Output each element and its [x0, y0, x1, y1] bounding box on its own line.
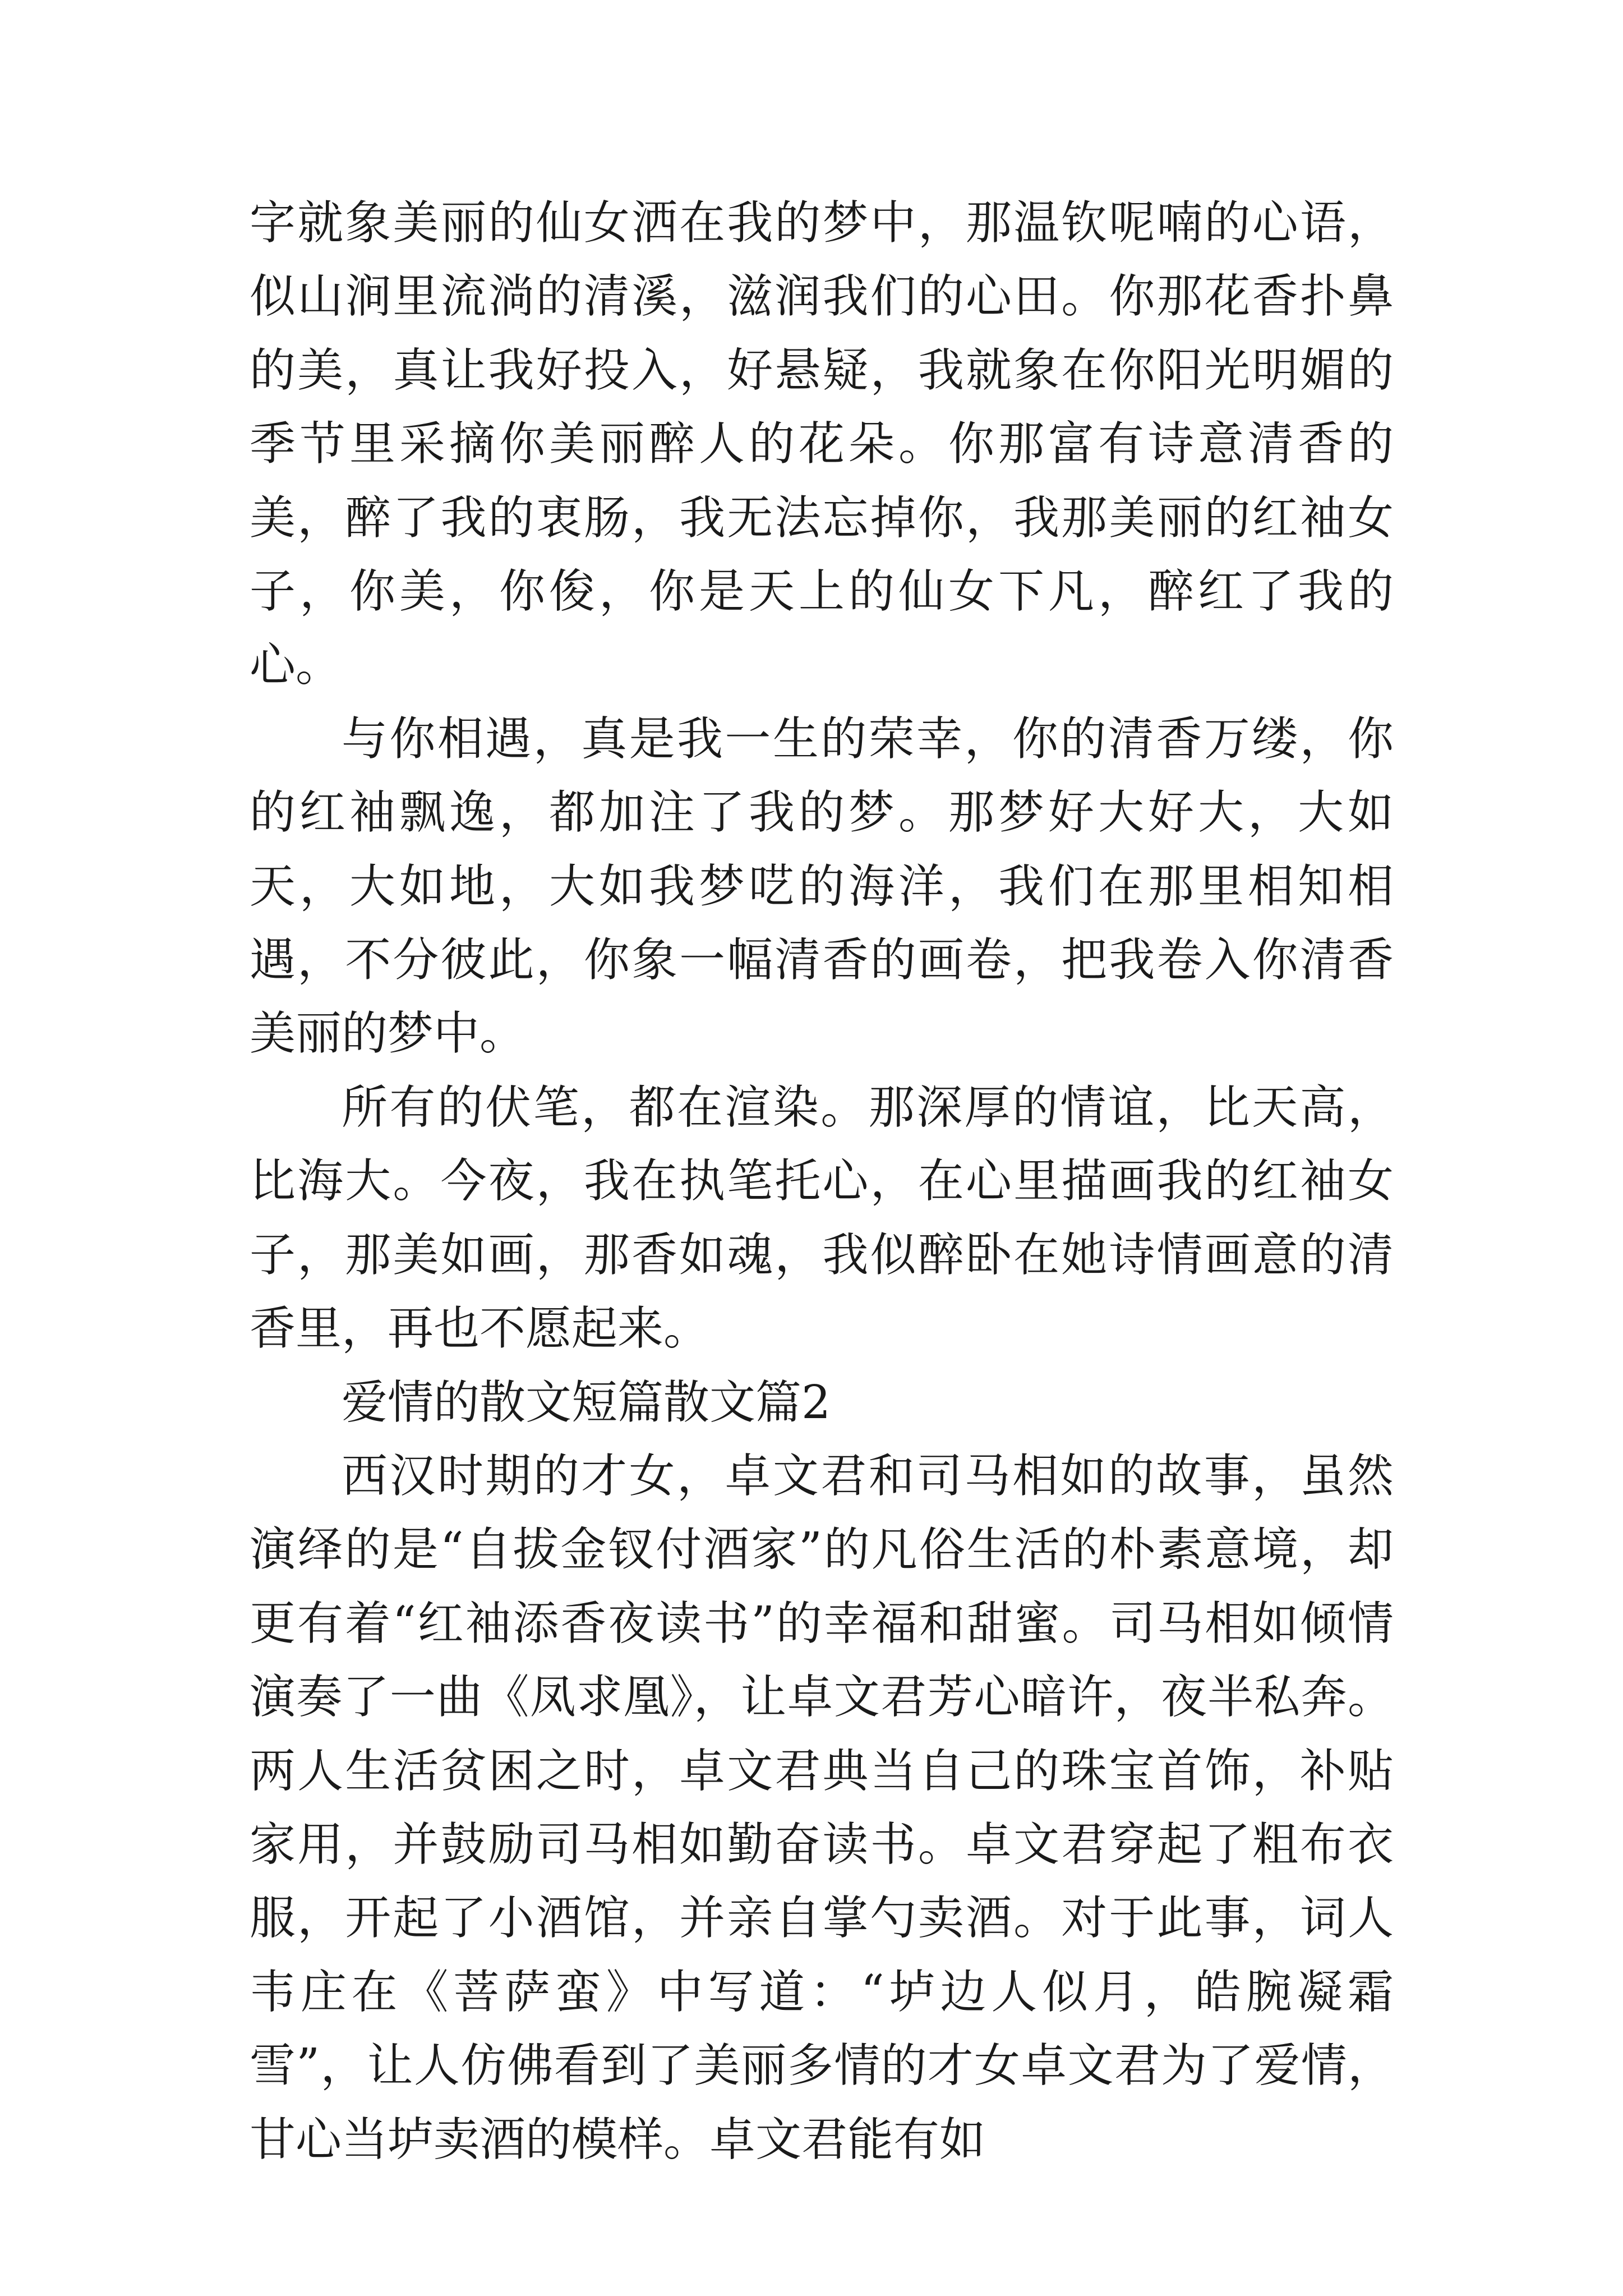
section-heading: 爱情的散文短篇散文篇2	[342, 1375, 831, 1429]
document-body	[250, 186, 1394, 2177]
paragraph-5: 西汉时期的才女，卓文君和司马相如的故事，虽然演绎的是“自拔金钗付酒家”的凡俗生活的朴素意境，却更有着“红袖添香夜读书”的幸福和甜蜜。司马相如倾情演奏了一曲《凤求凰》，让卓文君芳心暗许，夜半私奔。两人生活贫困之时，卓文君典当自己的珠宝首饰，补贴家用，并鼓励司马相如勤奋读书。卓文君穿起了粗布衣服，开起了小酒馆，并亲自掌勺卖酒。对于此事，词人韦庄在《菩萨蛮》中写道：“垆边人似月，皓腕凝霜雪”，让人仿佛看到了美丽多情的才女卓文君为了爱情，甘心当垆卖酒的模样。卓文君能有如	[250, 1449, 1394, 2166]
paragraph-2: 与你相遇，真是我一生的荣幸，你的清香万缕，你的红袖飘逸，都加注了我的梦。那梦好大好大，大如天，大如地，大如我梦呓的海洋，我们在那里相知相遇，不分彼此，你象一幅清香的画卷，把我卷入你清香美丽的梦中。	[250, 712, 1394, 1061]
paragraph-1: 字就象美丽的仙女洒在我的梦中，那温钦呢喃的心语，似山涧里流淌的清溪，滋润我们的心田。你那花香扑鼻的美，真让我好投入，好悬疑，我就象在你阳光明媚的季节里采摘你美丽醉人的花朵。你那富有诗意清香的美，醉了我的衷肠，我无法忘掉你，我那美丽的红袖女子，你美，你俊，你是天上的仙女下凡，醉红了我的心。	[250, 196, 1394, 692]
paragraph-3: 所有的伏笔，都在渲染。那深厚的情谊，比天高，比海大。今夜，我在执笔托心，在心里描画我的红袖女子，那美如画，那香如魂，我似醉卧在她诗情画意的清香里，再也不愿起来。	[250, 1080, 1394, 1356]
